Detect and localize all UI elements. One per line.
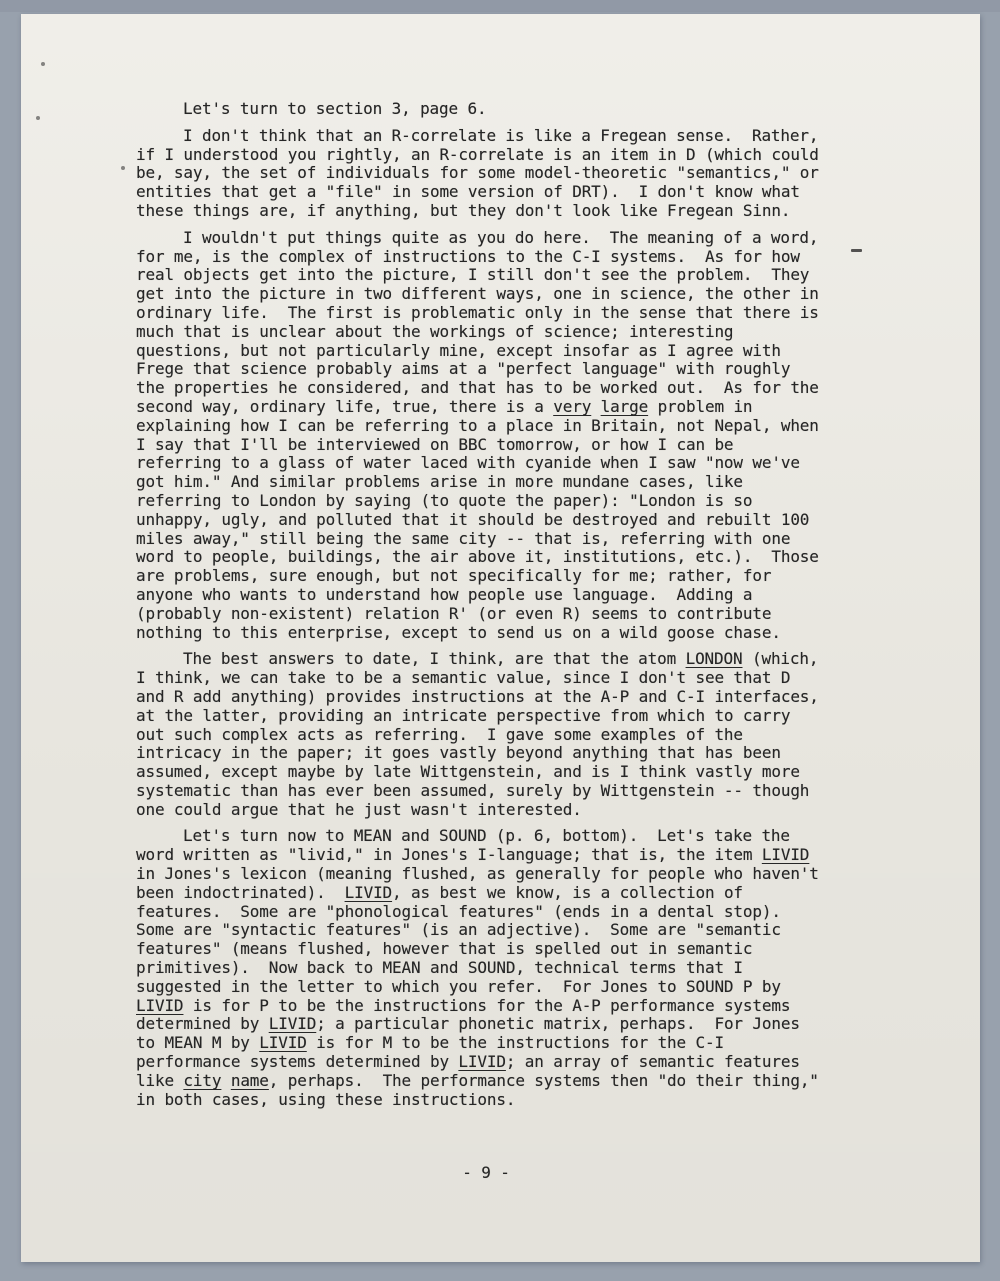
text-line	[136, 1053, 848, 1072]
text-line	[136, 763, 848, 782]
text-segment: got him." And similar problems arise in more mundane cases, like	[136, 472, 743, 492]
document-page	[21, 14, 980, 1262]
text-line	[136, 473, 848, 492]
text-segment: (which,	[742, 649, 819, 669]
text-segment: Frege that science probably aims at a "perfect language" with roughly	[136, 359, 791, 379]
text-segment: I wouldn't put things quite as you do here. The meaning of a word,	[183, 227, 819, 247]
paragraph	[136, 827, 848, 1109]
text-segment: and R add anything) provides instructions at the A-P and C-I interfaces,	[136, 686, 819, 706]
text-segment: miles away," still being the same city -- that is, referring with one	[136, 528, 791, 548]
underlined-text: LIVID	[136, 995, 184, 1015]
underlined-text: large	[600, 396, 649, 416]
text-segment: I say that I'll be interviewed on BBC tomorrow, or how I can be	[136, 434, 734, 454]
text-segment: these things are, if anything, but they don't look like Fregean Sinn.	[136, 200, 791, 220]
text-line	[136, 921, 848, 940]
underlined-text: LIVID	[458, 1052, 506, 1072]
underlined-text: LIVID	[268, 1014, 317, 1034]
text-segment: be, say, the set of individuals for some model-theoretic "semantics," or	[136, 163, 819, 183]
text-segment: referring to a glass of water laced with cyanide when I saw "now we've	[136, 453, 800, 473]
text-segment: been indoctrinated).	[136, 882, 345, 902]
page-number: - 9 -	[462, 1163, 510, 1182]
text-segment: one could argue that he just wasn't interested.	[136, 799, 582, 819]
text-segment: anyone who wants to understand how people use language. Adding a	[136, 584, 753, 604]
text-line	[136, 827, 848, 846]
text-line	[136, 323, 848, 342]
text-line	[136, 202, 848, 221]
text-line	[136, 164, 848, 183]
text-segment: suggested in the letter to which you refer. For Jones to SOUND P by	[136, 976, 781, 996]
text-line	[136, 454, 848, 473]
text-segment	[591, 397, 600, 416]
text-segment: systematic than has ever been assumed, surely by Wittgenstein -- though	[136, 780, 810, 800]
text-line	[136, 1015, 848, 1034]
text-segment: , perhaps. The performance systems then "do their thing,"	[268, 1070, 819, 1090]
text-line	[136, 586, 848, 605]
underlined-text: LONDON	[685, 649, 743, 669]
text-line	[136, 884, 848, 903]
text-segment: second way, ordinary life, true, there is a	[136, 396, 554, 416]
text-segment: Some are "syntactic features" (is an adjective). Some are "semantic	[136, 920, 781, 940]
underlined-text: LIVID	[344, 882, 393, 902]
text-segment: like	[136, 1070, 184, 1090]
speck	[121, 166, 125, 170]
text-segment: unhappy, ugly, and polluted that it should be destroyed and rebuilt 100	[136, 509, 810, 529]
text-line	[136, 342, 848, 361]
text-line	[136, 360, 848, 379]
text-segment: , as best we know, is a collection of	[392, 882, 743, 902]
text-line	[136, 605, 848, 624]
text-segment: ordinary life. The first is problematic only in the sense that there is	[136, 302, 819, 322]
underlined-text: LIVID	[259, 1033, 307, 1053]
text-line	[136, 650, 848, 669]
text-line	[136, 530, 848, 549]
text-segment: determined by	[136, 1014, 269, 1034]
text-segment: at the latter, providing an intricate perspective from which to carry	[136, 705, 791, 725]
speck	[41, 62, 45, 66]
text-segment: is for M to be the instructions for the C-I	[306, 1033, 724, 1053]
text-line	[136, 548, 848, 567]
speck	[36, 116, 40, 120]
text-line	[136, 127, 848, 146]
text-segment: features" (means flushed, however that is spelled out in semantic	[136, 939, 753, 959]
text-line	[136, 903, 848, 922]
text-segment: I don't think that an R-correlate is like a Fregean sense. Rather,	[183, 125, 819, 145]
text-line	[136, 304, 848, 323]
text-segment: to MEAN M by	[136, 1033, 260, 1053]
text-segment: word written as "livid," in Jones's I-language; that is, the item	[136, 845, 762, 865]
text-line	[136, 398, 848, 417]
text-line	[136, 978, 848, 997]
paragraph	[136, 650, 848, 819]
text-segment: if I understood you rightly, an R-correlate is an item in D (which could	[136, 144, 819, 164]
text-segment: is for P to be the instructions for the A-P performance systems	[183, 995, 791, 1015]
text-line	[136, 959, 848, 978]
text-line	[136, 183, 848, 202]
text-line	[136, 1091, 848, 1110]
text-segment: assumed, except maybe by late Wittgenstein, and is I think vastly more	[136, 762, 800, 782]
text-line	[136, 624, 848, 643]
text-line	[136, 100, 848, 119]
underlined-text: name	[230, 1070, 269, 1090]
text-line	[136, 567, 848, 586]
text-segment: Let's turn now to MEAN and SOUND (p. 6, bottom). Let's take the	[183, 826, 790, 846]
text-line	[136, 865, 848, 884]
text-segment: (probably non-existent) relation R' (or even R) seems to contribute	[136, 603, 772, 623]
text-line	[136, 940, 848, 959]
text-segment: much that is unclear about the workings of science; interesting	[136, 321, 734, 341]
text-segment: features. Some are "phonological features" (ends in a dental stop).	[136, 901, 781, 921]
text-segment: real objects get into the picture, I still don't see the problem. They	[136, 265, 810, 285]
text-line	[136, 744, 848, 763]
text-line	[136, 707, 848, 726]
text-segment: are problems, sure enough, but not specifically for me; rather, for	[136, 566, 772, 586]
text-segment: primitives). Now back to MEAN and SOUND, technical terms that I	[136, 958, 743, 978]
text-segment: ; an array of semantic features	[505, 1052, 800, 1072]
text-segment: in Jones's lexicon (meaning flushed, as generally for people who haven't	[136, 864, 819, 884]
text-line	[136, 417, 848, 436]
text-segment: entities that get a "file" in some version of DRT). I don't know what	[136, 182, 800, 202]
text-line	[136, 997, 848, 1016]
text-segment: the properties he considered, and that has to be worked out. As for the	[136, 378, 819, 398]
text-line	[136, 1072, 848, 1091]
text-line	[136, 688, 848, 707]
text-segment: The best answers to date, I think, are that the atom	[183, 649, 686, 669]
text-segment: I think, we can take to be a semantic value, since I don't see that D	[136, 668, 791, 688]
text-line	[136, 846, 848, 865]
text-line	[136, 266, 848, 285]
text-segment: out such complex acts as referring. I gave some examples of the	[136, 724, 743, 744]
underlined-text: LIVID	[761, 845, 810, 865]
paragraph	[136, 100, 848, 119]
text-line	[136, 146, 848, 165]
underlined-text: very	[553, 396, 592, 416]
text-line	[136, 285, 848, 304]
text-segment: nothing to this enterprise, except to send us on a wild goose chase.	[136, 622, 781, 642]
text-segment: ; a particular phonetic matrix, perhaps. For Jones	[316, 1014, 800, 1034]
text-line	[136, 229, 848, 248]
text-line	[136, 726, 848, 745]
text-segment: Let's turn to section 3, page 6.	[183, 99, 487, 118]
text-segment: problem in	[648, 396, 753, 416]
paragraph	[136, 229, 848, 643]
text-segment: explaining how I can be referring to a place in Britain, not Nepal, when	[136, 415, 819, 435]
text-segment: performance systems determined by	[136, 1052, 459, 1072]
pen-mark	[851, 249, 862, 252]
text-line	[136, 436, 848, 455]
text-segment: word to people, buildings, the air above it, institutions, etc.). Those	[136, 547, 819, 567]
page-text	[136, 100, 848, 1117]
text-line	[136, 511, 848, 530]
text-line	[136, 1034, 848, 1053]
text-line	[136, 801, 848, 820]
text-segment: for me, is the complex of instructions to the C-I systems. As for how	[136, 246, 800, 266]
text-line	[136, 492, 848, 511]
underlined-text: city	[183, 1070, 222, 1090]
text-segment	[221, 1071, 230, 1090]
text-line	[136, 379, 848, 398]
text-segment: questions, but not particularly mine, except insofar as I agree with	[136, 340, 781, 360]
text-line	[136, 669, 848, 688]
text-line	[136, 782, 848, 801]
text-segment: in both cases, using these instructions.	[136, 1089, 516, 1109]
text-segment: get into the picture in two different ways, one in science, the other in	[136, 284, 819, 304]
text-segment: referring to London by saying (to quote the paper): "London is so	[136, 490, 753, 510]
text-segment: intricacy in the paper; it goes vastly beyond anything that has been	[136, 743, 781, 763]
text-line	[136, 248, 848, 267]
paragraph	[136, 127, 848, 221]
